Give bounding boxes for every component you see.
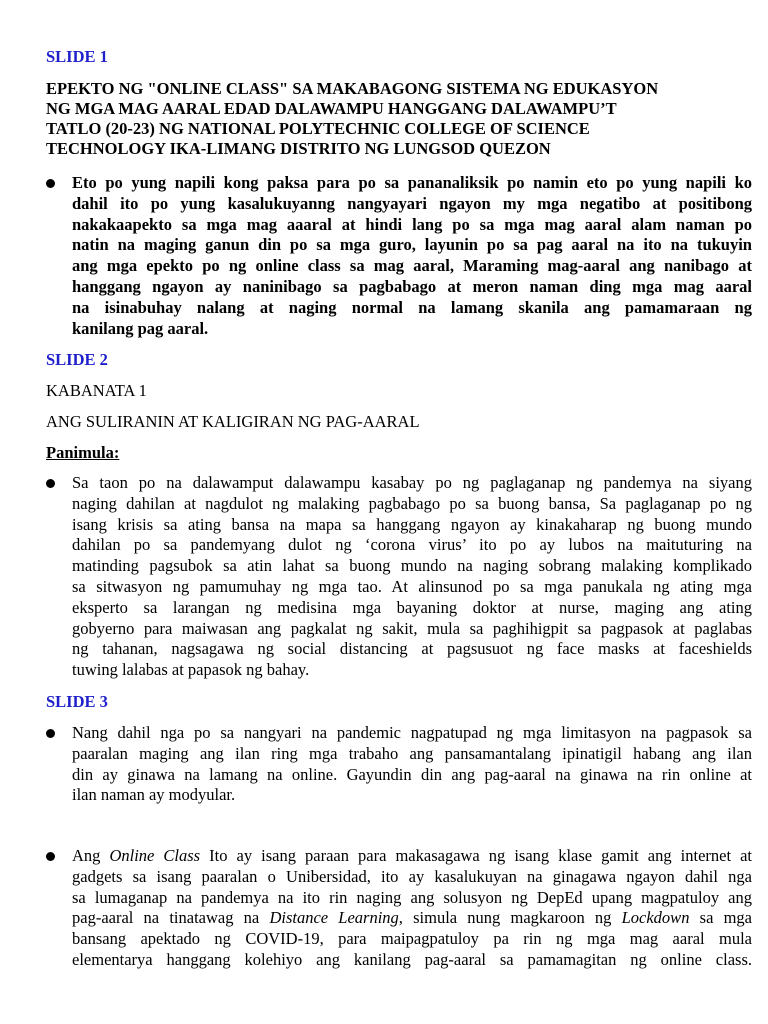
bullet-icon: [46, 852, 55, 861]
slide-2-paragraph: [72, 473, 752, 681]
slide-1-label: SLIDE 1: [46, 47, 108, 66]
bullet-icon: [46, 179, 55, 188]
italic-term-lockdown: Lockdown: [621, 908, 690, 928]
intro-heading: Panimula:: [46, 443, 120, 462]
text-run: pag-aaral na tinatawag na: [72, 908, 270, 928]
text-line: gadgets sa isang paaralan o Unibersidad, ito ay kasalukuyan na ginagawa ngayon dahil nga: [72, 866, 752, 886]
text-line: din ay ginawa na lamang na online. Gayundin din ang pag-aaral na ginawa na rin online at: [72, 764, 752, 784]
text-line: natin na maging ganun din po sa mga guro, layunin po sa pag aaral na ito na tukuyin: [72, 235, 752, 255]
text-line: matinding pagsubok sa atin lahat sa buong mundo na naging sobrang malaking komplikado: [72, 556, 752, 576]
text-run: Ito ay isang paraan para makasagawa ng isang klase gamit ang internet at: [200, 846, 752, 865]
bullet-icon: [46, 729, 55, 738]
text-line: eksperto sa larangan ng medisina mga bayaning doktor at nurse, maging ang ating: [72, 597, 752, 617]
text-run: sa mga: [689, 908, 752, 928]
chapter-heading: KABANATA 1: [46, 381, 147, 400]
text-line: ilan naman ay modyular.: [72, 785, 236, 805]
text-run: , simula nung magkaroon ng: [398, 908, 622, 928]
text-line: ang mga epekto po ng online class sa mag aaral, Maraming mag-aaral ang nanibago at: [72, 256, 752, 276]
text-line: hanggang ngayon ay naninibago sa pagbabago at meron naman ding mga mag aaral: [72, 276, 752, 296]
text-run: Ang: [72, 846, 110, 865]
text-line: na isinabuhay nalang at naging normal na lamang skanila ang pamamaraan ng: [72, 297, 752, 317]
text-line: dahilan po sa pandemyang dulot ng ‘corona virus’ ito po ay lubos na maituturing na: [72, 535, 752, 555]
text-line: elementarya hanggang kolehiyo ang kanilang pag-aaral sa pamamagitan ng online class.: [72, 949, 752, 969]
slide-1-title-line-2: NG MGA MAG AARAL EDAD DALAWAMPU HANGGANG DALAWAMPU’T: [46, 99, 617, 118]
text-line: Sa taon po na dalawamput dalawampu kasabay po ng paglaganap ng pandemya na siyang: [72, 473, 752, 492]
text-line: paaralan maging ang ilan ring mga trabaho ang pansamantalang ipinatigil habang ang ilan: [72, 743, 752, 763]
slide-1-paragraph: [72, 173, 752, 339]
section-heading: ANG SULIRANIN AT KALIGIRAN NG PAG-AARAL: [46, 412, 420, 431]
text-line: isang krisis sa ating bansa na mapa sa hanggang ngayon ay kinakaharap ng buong mundo: [72, 514, 752, 534]
slide-2-label: SLIDE 2: [46, 350, 108, 369]
slide-3-paragraph-2: [72, 846, 752, 971]
text-line: sa sitwasyon ng pamumuhay ng mga tao. At alinsunod po sa mga panukala ng ating mga: [72, 576, 752, 596]
slide-3-label: SLIDE 3: [46, 692, 108, 711]
text-line: nakakaapekto sa mga mag aaaral at hindi lang po sa mga mag aaral alam naman po: [72, 214, 752, 234]
text-line: kanilang pag aaral.: [72, 318, 209, 338]
text-line: tuwing lalabas at papasok ng bahay.: [72, 660, 310, 680]
text-line: Nang dahil nga po sa nangyari na pandemic nagpatupad ng mga limitasyon na pagpasok sa: [72, 723, 752, 742]
text-line: [72, 846, 752, 867]
text-line: dahil ito po yung kasalukuyanng nangyayari ngayon my mga negatibo at positibong: [72, 193, 752, 213]
text-line: [72, 908, 752, 929]
text-line: ng tahanan, nagsagawa ng social distancing at pagsusuot ng face masks at faceshields: [72, 639, 752, 659]
text-line: gobyerno para maiwasan ang pagkalat ng sakit, mula sa paghihigpit sa pagpasok at paglabas: [72, 618, 752, 638]
slide-3-paragraph-1: [72, 723, 752, 806]
text-line: naging dahilan at nagdulot ng malaking pagbabago po sa buong bansa, Sa paglaganap po ng: [72, 493, 752, 513]
italic-term-online-class: Online Class: [109, 846, 201, 865]
slide-1-title-line-3: TATLO (20-23) NG NATIONAL POLYTECHNIC COLLEGE OF SCIENCE: [46, 119, 590, 138]
slide-1-title-line-1: EPEKTO NG "ONLINE CLASS" SA MAKABAGONG SISTEMA NG EDUKASYON: [46, 79, 659, 98]
slide-1-title-line-4: TECHNOLOGY IKA-LIMANG DISTRITO NG LUNGSOD QUEZON: [46, 139, 551, 158]
text-line: bansang apektado ng COVID-19, para maipagpatuloy pa rin ng mga mag aaral mula: [72, 929, 752, 949]
italic-term-distance-learning: Distance Learning: [269, 908, 399, 928]
bullet-icon: [46, 479, 55, 488]
text-line: sa lumaganap na pandemya na ito rin naging ang solusyon ng DepEd upang magpatuloy ang: [72, 887, 752, 907]
text-line: Eto po yung napili kong paksa para po sa pananaliksik po namin eto po yung napili ko: [72, 173, 752, 192]
